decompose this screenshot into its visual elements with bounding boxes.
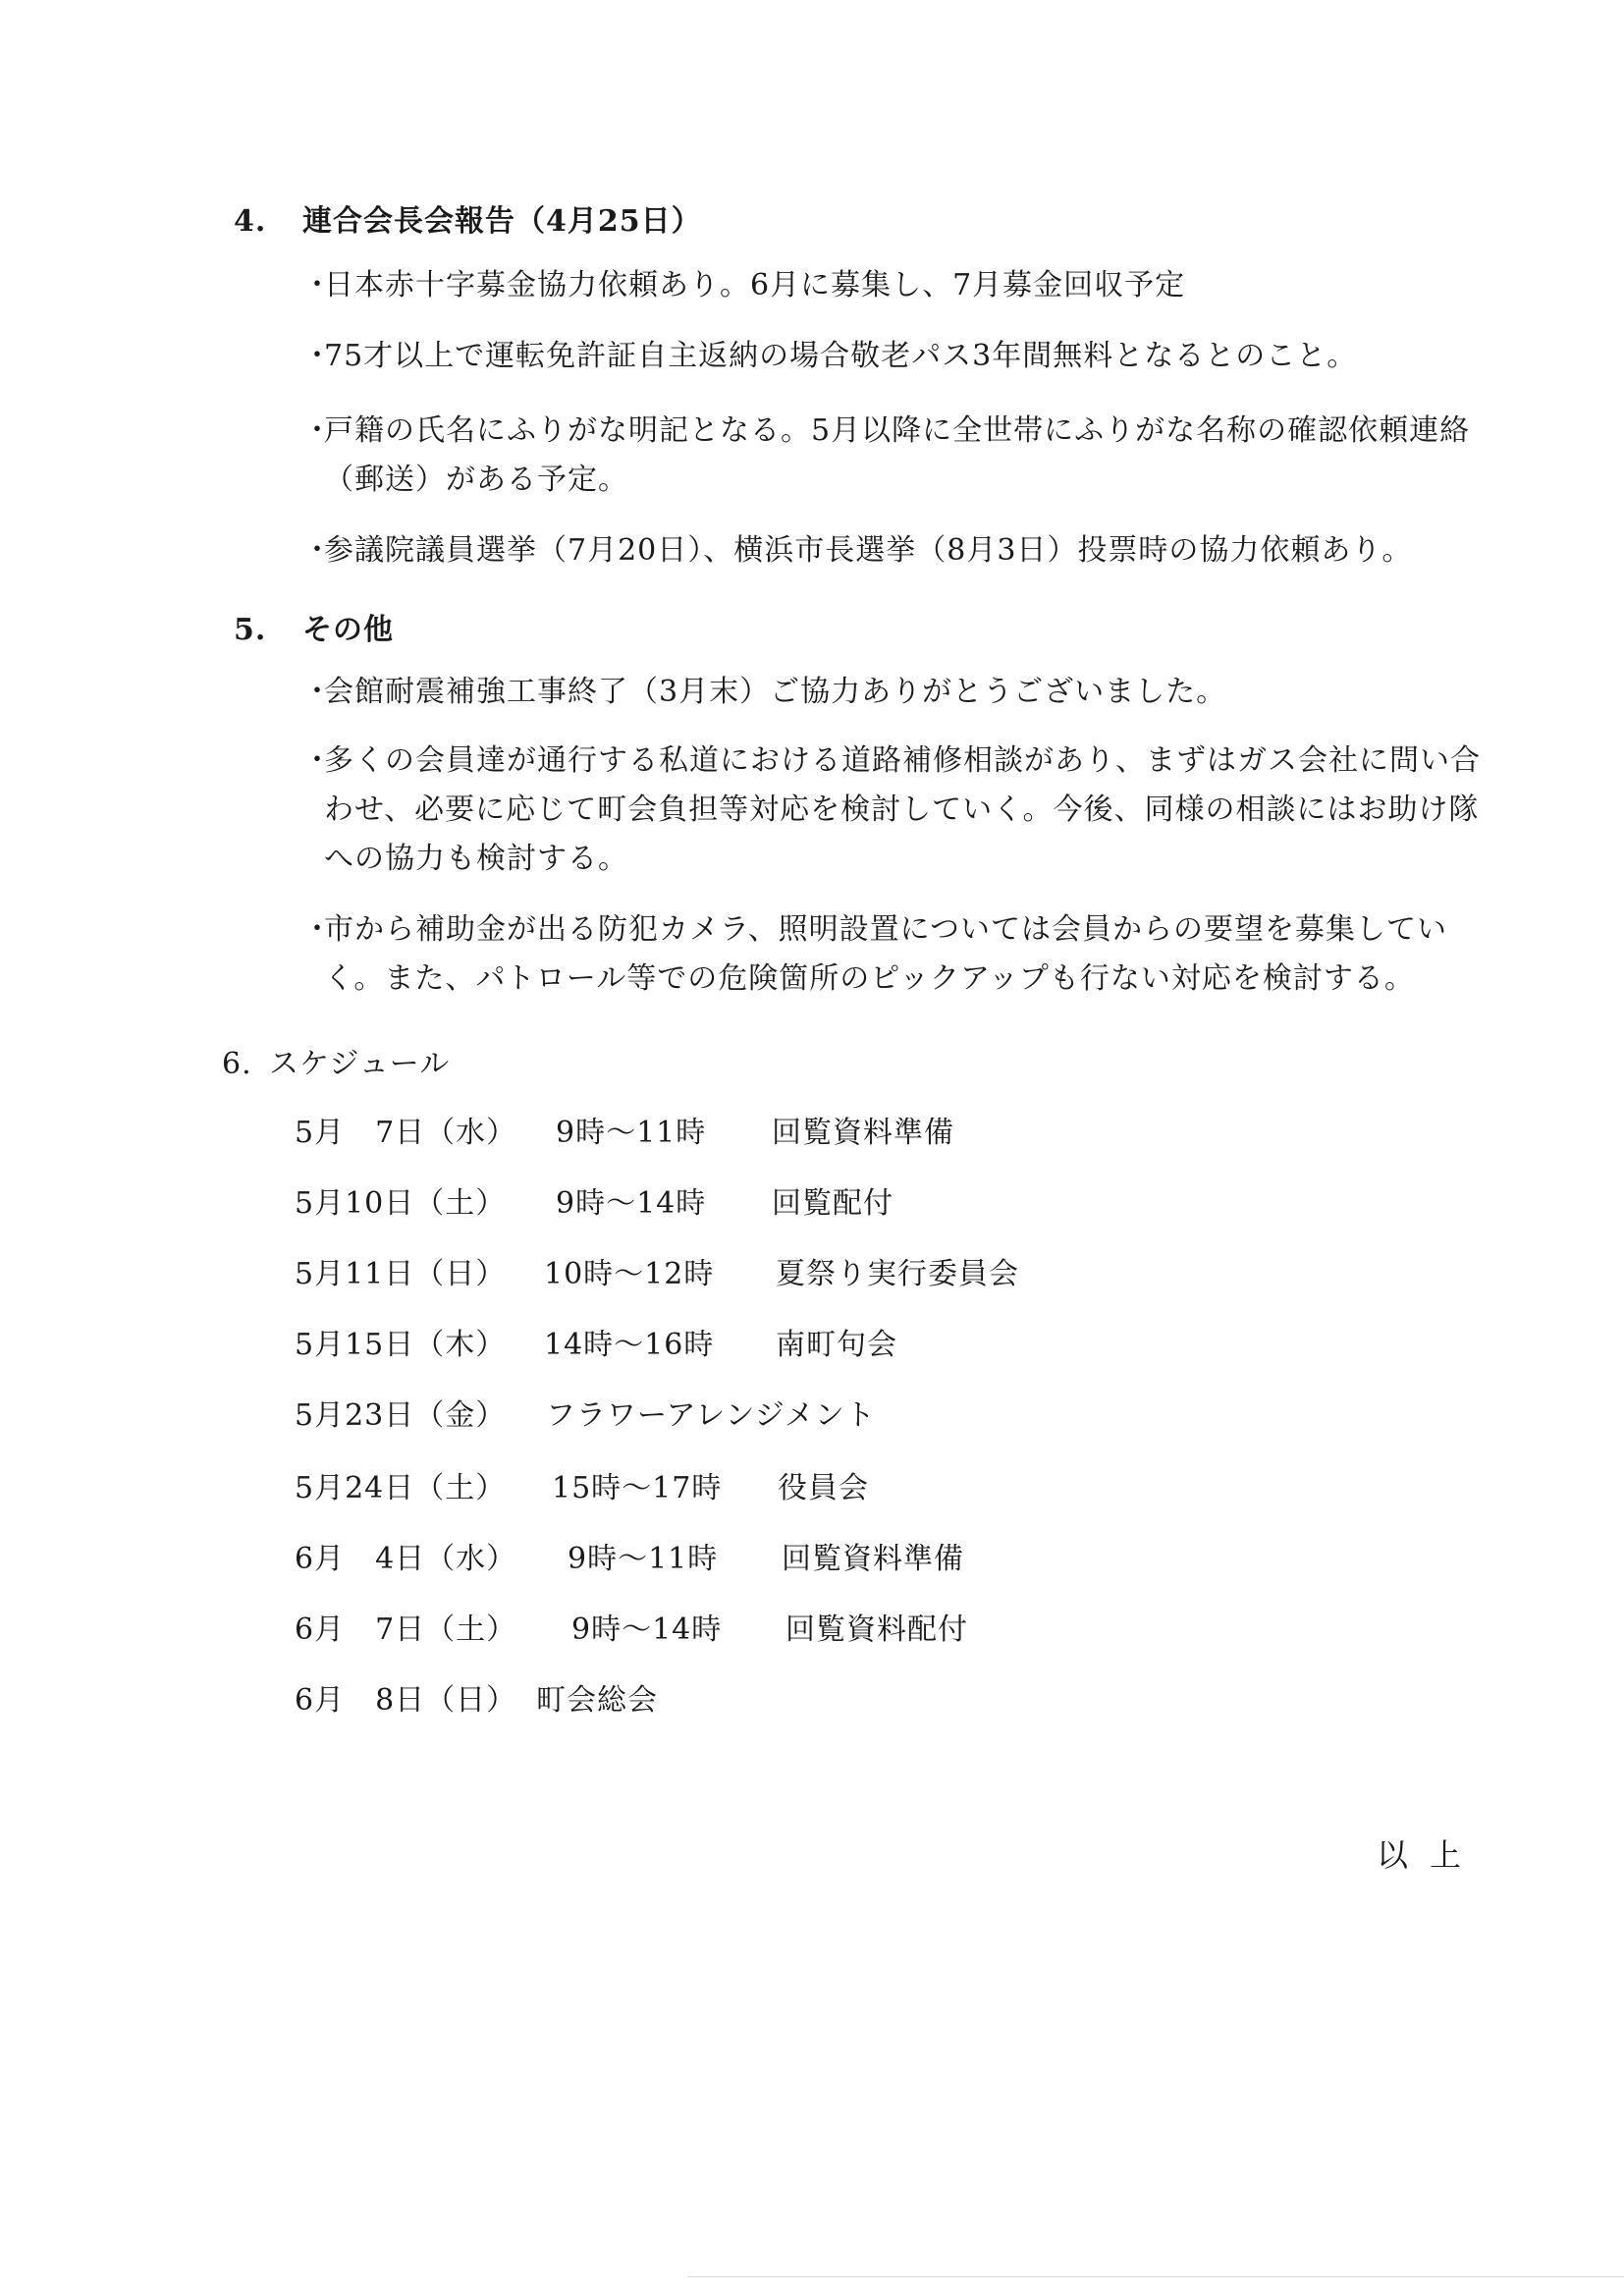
- bullet-item: [302, 737, 1492, 884]
- bullet-mark: ・: [302, 533, 333, 568]
- schedule-row: [0, 1249, 1624, 1291]
- bullet-mark: ・: [302, 675, 333, 709]
- schedule-date: 5月15日（木）: [295, 1328, 507, 1362]
- bullet-item: [302, 332, 1492, 381]
- section-number: 4.: [234, 204, 267, 239]
- bullet-text: 市から補助金が出る防犯カメラ、照明設置については会員からの要望を募集していく。また、パトロール等での危険箇所のピックアップも行ない対応を検討する。: [324, 912, 1447, 996]
- bullet-item: [302, 407, 1492, 505]
- section-number: 6.: [222, 1047, 252, 1081]
- schedule-event: 回覧配付: [772, 1186, 893, 1221]
- bullet-text: 多くの会員達が通行する私道における道路補修相談があり、まずはガス会社に問い合わせ、必要に応じて町会負担等対応を検討していく。今後、同様の相談にはお助け隊への協力も検討する。: [324, 743, 1481, 876]
- schedule-event: 町会総会: [536, 1683, 658, 1718]
- bullet-item: [302, 668, 1492, 717]
- schedule-row: [0, 1675, 1624, 1718]
- schedule-time: 10時～12時: [544, 1257, 715, 1291]
- bullet-mark: ・: [302, 912, 333, 947]
- bullet-text: 戸籍の氏名にふりがな明記となる。5月以降に全世帯にふりがな名称の確認依頼連絡（郵送）がある予定。: [324, 413, 1471, 497]
- schedule-row: [0, 1391, 1624, 1433]
- section-title: 連合会長会報告（4月25日）: [302, 204, 702, 239]
- bullet-mark: ・: [302, 268, 333, 302]
- section-title: その他: [302, 613, 394, 647]
- section-5-heading: [234, 605, 394, 648]
- schedule-event: フラワーアレンジメント: [546, 1398, 876, 1433]
- schedule-row: [0, 1463, 1624, 1503]
- bullet-item: [302, 905, 1492, 1004]
- schedule-date: 6月 4日（水）: [295, 1542, 517, 1576]
- schedule-date: 6月 8日（日）: [295, 1683, 517, 1718]
- closing-mark: 以上: [1377, 1836, 1484, 1874]
- bullet-mark: ・: [302, 743, 333, 778]
- schedule-row: [0, 1534, 1624, 1576]
- schedule-event: 南町句会: [776, 1328, 897, 1362]
- schedule-date: 5月 7日（水）: [295, 1116, 517, 1150]
- schedule-row: [0, 1320, 1624, 1362]
- bullet-text: 75才以上で運転免許証自主返納の場合敬老パス3年間無料となるとのこと。: [324, 339, 1358, 373]
- schedule-time: 9時～14時: [571, 1613, 723, 1647]
- schedule-event: 回覧資料配付: [785, 1613, 968, 1647]
- schedule-row: [0, 1605, 1624, 1647]
- schedule-time: 14時～16時: [544, 1328, 715, 1362]
- schedule-time: 9時～14時: [556, 1186, 707, 1221]
- section-4-heading: [234, 196, 702, 240]
- bullet-item: [302, 261, 1492, 310]
- schedule-date: 5月24日（土）: [295, 1471, 507, 1505]
- schedule-event: 役員会: [778, 1471, 869, 1505]
- bullet-mark: ・: [302, 413, 333, 448]
- schedule-event: 回覧資料準備: [782, 1542, 964, 1576]
- section-title: スケジュール: [269, 1047, 451, 1081]
- scan-edge-line: [687, 2276, 1624, 2277]
- bullet-text: 日本赤十字募金協力依頼あり。6月に募集し、7月募金回収予定: [324, 268, 1186, 302]
- schedule-time: 9時～11時: [556, 1116, 707, 1150]
- schedule-date: 5月10日（土）: [295, 1186, 507, 1221]
- schedule-row: [0, 1108, 1624, 1150]
- section-number: 5.: [234, 613, 267, 647]
- bullet-mark: ・: [302, 339, 333, 373]
- bullet-text: 会館耐震補強工事終了（3月末）ご協力ありがとうございました。: [324, 675, 1227, 709]
- schedule-row: [0, 1178, 1624, 1221]
- schedule-date: 6月 7日（土）: [295, 1613, 517, 1647]
- bullet-item: [302, 526, 1492, 575]
- section-6-heading: [222, 1039, 450, 1082]
- schedule-event: 夏祭り実行委員会: [776, 1257, 1019, 1291]
- schedule-time: 15時～17時: [552, 1471, 723, 1505]
- schedule-date: 5月23日（金）: [295, 1398, 507, 1433]
- schedule-event: 回覧資料準備: [772, 1116, 954, 1150]
- schedule-date: 5月11日（日）: [295, 1257, 507, 1291]
- bullet-text: 参議院議員選挙（7月20日）、横浜市長選挙（8月3日）投票時の協力依頼あり。: [324, 533, 1413, 568]
- schedule-time: 9時～11時: [568, 1542, 719, 1576]
